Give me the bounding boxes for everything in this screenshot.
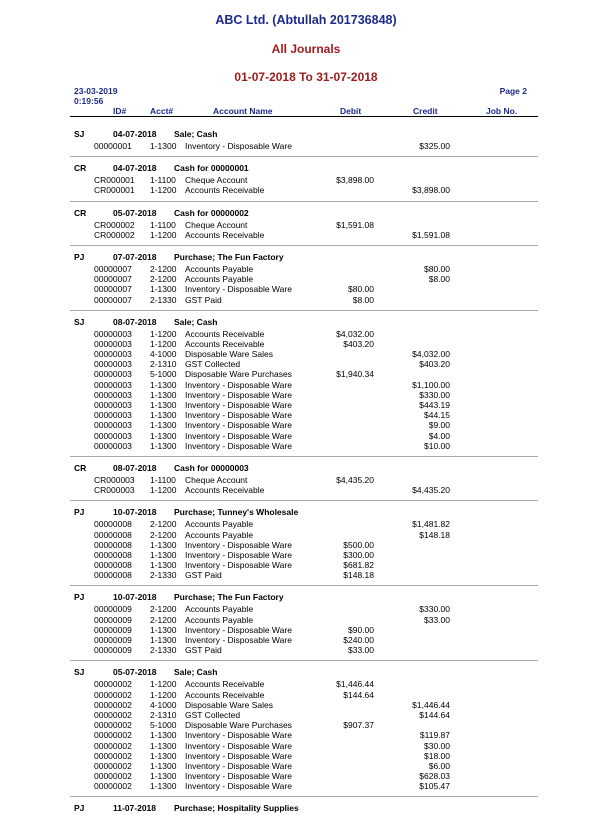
journal-list — [0, 123, 612, 815]
journal-line — [70, 720, 538, 730]
line-id: 00000007 — [94, 263, 132, 274]
line-id: 00000002 — [94, 760, 132, 771]
journal-description: Purchase; Tunney's Wholesale — [174, 507, 299, 518]
line-account-number: 4-1000 — [150, 349, 177, 360]
journal-line — [70, 230, 538, 240]
line-credit: $325.00 — [419, 141, 450, 151]
line-account-name: Accounts Receivable — [185, 229, 265, 240]
line-id: 00000009 — [94, 624, 132, 635]
journal-line — [70, 295, 538, 305]
journal-description: Purchase; The Fun Factory — [174, 251, 284, 262]
line-id: CR000001 — [94, 175, 135, 186]
journal-description: Purchase; The Fun Factory — [174, 592, 284, 603]
line-credit: $330.00 — [419, 389, 450, 400]
line-account-number: 1-1300 — [150, 771, 177, 782]
journal-description: Sale; Cash — [174, 316, 218, 327]
line-id: CR000002 — [94, 219, 135, 230]
line-debit: $907.37 — [343, 720, 374, 731]
col-debit: Debit — [340, 106, 362, 116]
line-credit: $330.00 — [419, 604, 450, 615]
line-account-number: 1-1300 — [150, 560, 177, 571]
journal-date: 05-07-2018 — [113, 207, 157, 218]
line-credit: $443.19 — [419, 400, 450, 410]
journal-group — [70, 666, 538, 797]
line-account-name: Accounts Payable — [185, 519, 254, 530]
journal-date: 05-07-2018 — [113, 667, 157, 678]
line-debit: $1,940.34 — [336, 369, 374, 380]
journal-line — [70, 771, 538, 781]
journal-date: 04-07-2018 — [113, 129, 157, 139]
journal-type: SJ — [74, 667, 85, 678]
line-account-number: 1-1300 — [150, 440, 177, 451]
journal-line — [70, 420, 538, 430]
line-account-name: Disposable Ware Purchases — [185, 720, 292, 731]
line-id: 00000003 — [94, 359, 132, 370]
journal-group-header — [70, 802, 538, 815]
line-account-name: Inventory - Disposable Ware — [185, 635, 292, 645]
line-account-number: 1-1200 — [150, 485, 177, 496]
journal-type: SJ — [74, 316, 85, 327]
journal-line — [70, 369, 538, 379]
line-account-number: 5-1000 — [150, 720, 177, 731]
line-account-number: 1-1300 — [150, 284, 177, 295]
line-account-name: GST Paid — [185, 645, 222, 656]
journal-line — [70, 400, 538, 410]
line-id: 00000008 — [94, 519, 132, 530]
line-credit: $1,100.00 — [412, 379, 450, 390]
line-account-name: Accounts Payable — [185, 274, 254, 285]
line-account-name: Inventory - Disposable Ware — [185, 141, 292, 151]
line-account-number: 1-1300 — [150, 141, 177, 151]
journal-line — [70, 475, 538, 485]
line-account-number: 2-1310 — [150, 709, 177, 720]
journal-line — [70, 751, 538, 761]
line-credit: $33.00 — [424, 614, 450, 625]
journal-date: 08-07-2018 — [113, 316, 157, 327]
line-account-name: Inventory - Disposable Ware — [185, 740, 292, 751]
line-credit: $4.00 — [428, 430, 450, 441]
report-title: All Journals — [271, 42, 341, 56]
line-credit: $1,591.08 — [412, 229, 450, 240]
journal-date: 10-07-2018 — [113, 592, 157, 603]
line-id: 00000002 — [94, 709, 132, 720]
journal-group-header — [70, 506, 538, 519]
line-account-name: Accounts Receivable — [185, 485, 265, 496]
journal-line — [70, 560, 538, 570]
col-job-no: Job No. — [486, 106, 518, 116]
journal-line — [70, 550, 538, 560]
journal-line — [70, 441, 538, 451]
line-account-name: Accounts Receivable — [185, 185, 265, 196]
journal-line — [70, 570, 538, 580]
line-account-name: Inventory - Disposable Ware — [185, 781, 292, 792]
line-id: 00000003 — [94, 328, 132, 339]
journal-group — [70, 802, 538, 815]
line-account-name: Accounts Receivable — [185, 689, 265, 700]
date-range: 01-07-2018 To 31-07-2018 — [234, 70, 378, 84]
line-credit: $4,032.00 — [412, 349, 450, 360]
line-debit: $90.00 — [348, 624, 374, 635]
journal-line — [70, 264, 538, 274]
line-account-number: 1-1300 — [150, 389, 177, 400]
journal-group — [70, 462, 538, 501]
journal-line — [70, 284, 538, 294]
col-account-name: Account Name — [213, 106, 273, 116]
line-id: 00000003 — [94, 338, 132, 349]
line-account-number: 1-1300 — [150, 420, 177, 431]
line-credit: $119.87 — [419, 730, 450, 741]
line-id: 00000007 — [94, 284, 132, 295]
line-account-number: 1-1300 — [150, 624, 177, 635]
journal-line — [70, 761, 538, 771]
line-debit: $80.00 — [348, 284, 374, 295]
journal-line — [70, 431, 538, 441]
line-debit: $681.82 — [343, 560, 374, 571]
line-account-name: Inventory - Disposable Ware — [185, 284, 292, 295]
line-account-number: 1-1100 — [150, 175, 176, 186]
line-id: CR000002 — [94, 229, 135, 240]
journal-line — [70, 635, 538, 645]
line-id: 00000003 — [94, 400, 132, 410]
line-credit: $403.20 — [419, 359, 450, 370]
col-credit: Credit — [413, 106, 438, 116]
journal-description: Cash for 00000003 — [174, 462, 249, 473]
line-id: 00000003 — [94, 389, 132, 400]
line-id: CR000003 — [94, 485, 135, 496]
print-date: 23-03-2019 — [74, 86, 118, 96]
line-id: 00000008 — [94, 560, 132, 571]
line-account-name: Disposable Ware Sales — [185, 349, 274, 360]
line-credit: $1,446.44 — [412, 699, 450, 710]
line-account-name: Cheque Account — [185, 219, 248, 230]
line-account-number: 1-1100 — [150, 474, 176, 485]
line-account-name: Inventory - Disposable Ware — [185, 624, 292, 635]
line-account-name: Accounts Receivable — [185, 328, 265, 339]
line-credit: $105.47 — [419, 781, 450, 792]
line-debit: $8.00 — [352, 294, 374, 305]
line-debit: $4,032.00 — [336, 328, 374, 339]
line-id: 00000003 — [94, 410, 132, 421]
journal-group — [70, 506, 538, 586]
line-credit: $1,481.82 — [412, 519, 450, 530]
line-account-number: 2-1330 — [150, 294, 177, 305]
journal-line — [70, 615, 538, 625]
line-debit: $240.00 — [343, 635, 374, 645]
line-debit: $33.00 — [348, 645, 374, 656]
journal-group — [70, 207, 538, 246]
line-id: 00000007 — [94, 294, 132, 305]
line-account-name: Inventory - Disposable Ware — [185, 410, 292, 421]
line-id: 00000003 — [94, 440, 132, 451]
line-id: 00000003 — [94, 369, 132, 380]
line-id: CR000003 — [94, 474, 135, 485]
line-id: 00000002 — [94, 740, 132, 751]
line-id: 00000008 — [94, 570, 132, 581]
line-id: 00000003 — [94, 420, 132, 431]
journal-group-header — [70, 162, 538, 175]
line-account-number: 1-1200 — [150, 328, 177, 339]
line-id: 00000009 — [94, 614, 132, 625]
line-account-name: Inventory - Disposable Ware — [185, 440, 292, 451]
col-id: ID# — [113, 106, 127, 116]
journal-line — [70, 339, 538, 349]
journal-group-header — [70, 128, 538, 141]
line-id: 00000002 — [94, 730, 132, 741]
journal-type: PJ — [74, 251, 85, 262]
line-id: 00000003 — [94, 349, 132, 360]
line-credit: $10.00 — [424, 440, 450, 451]
line-debit: $1,591.08 — [336, 219, 374, 230]
page-number: Page 2 — [499, 86, 527, 96]
journal-line — [70, 625, 538, 635]
line-id: 00000009 — [94, 604, 132, 615]
journal-line — [70, 604, 538, 614]
journal-line — [70, 274, 538, 284]
line-id: 00000002 — [94, 781, 132, 792]
line-debit: $148.18 — [343, 570, 374, 581]
line-account-name: Inventory - Disposable Ware — [185, 730, 292, 741]
journal-line — [70, 679, 538, 689]
line-account-name: Inventory - Disposable Ware — [185, 539, 292, 550]
line-account-name: Accounts Payable — [185, 529, 254, 540]
line-account-number: 1-1100 — [150, 219, 176, 230]
journal-description: Cash for 00000002 — [174, 207, 249, 218]
company-name: ABC Ltd. (Abtullah 201736848) — [215, 13, 397, 27]
journal-group — [70, 251, 538, 311]
line-account-number: 1-1300 — [150, 730, 177, 741]
col-acct: Acct# — [150, 106, 174, 116]
line-account-number: 2-1200 — [150, 274, 177, 285]
journal-line — [70, 329, 538, 339]
journal-line — [70, 530, 538, 540]
line-account-name: GST Paid — [185, 570, 222, 581]
line-credit: $80.00 — [424, 263, 450, 274]
journal-line — [70, 220, 538, 230]
line-credit: $18.00 — [424, 750, 450, 761]
line-account-name: Disposable Ware Purchases — [185, 369, 292, 380]
line-id: 00000008 — [94, 539, 132, 550]
line-account-name: Cheque Account — [185, 175, 248, 186]
journal-group-header — [70, 207, 538, 220]
line-debit: $500.00 — [343, 539, 374, 550]
journal-description: Cash for 00000001 — [174, 163, 249, 174]
journal-date: 10-07-2018 — [113, 507, 157, 518]
line-account-name: Accounts Receivable — [185, 338, 265, 349]
journal-type: CR — [74, 462, 87, 473]
journal-group — [70, 128, 538, 157]
line-account-number: 1-1300 — [150, 781, 177, 792]
line-account-number: 2-1330 — [150, 645, 177, 656]
line-account-name: Inventory - Disposable Ware — [185, 389, 292, 400]
journal-date: 04-07-2018 — [113, 163, 157, 174]
line-credit: $148.18 — [419, 529, 450, 540]
journal-date: 07-07-2018 — [113, 251, 157, 262]
journal-line — [70, 349, 538, 359]
line-credit: $4,435.20 — [412, 485, 450, 496]
journal-line — [70, 390, 538, 400]
line-account-number: 1-1200 — [150, 229, 177, 240]
line-credit: $8.00 — [428, 274, 450, 285]
journal-group — [70, 162, 538, 201]
line-account-number: 4-1000 — [150, 699, 177, 710]
journal-group-header — [70, 462, 538, 475]
line-credit: $144.64 — [419, 709, 450, 720]
line-id: 00000007 — [94, 274, 132, 285]
line-account-number: 1-1200 — [150, 689, 177, 700]
journal-type: PJ — [74, 803, 85, 814]
journal-line — [70, 690, 538, 700]
line-credit: $3,898.00 — [412, 185, 450, 196]
line-account-name: Inventory - Disposable Ware — [185, 400, 292, 410]
journal-line — [70, 185, 538, 195]
journal-line — [70, 741, 538, 751]
line-debit: $4,435.20 — [336, 474, 374, 485]
journal-type: CR — [74, 163, 87, 174]
line-credit: $9.00 — [428, 420, 450, 431]
line-id: 00000002 — [94, 699, 132, 710]
line-credit: $6.00 — [428, 760, 450, 771]
journal-line — [70, 710, 538, 720]
line-id: 00000009 — [94, 645, 132, 656]
line-account-number: 2-1200 — [150, 519, 177, 530]
line-account-number: 1-1300 — [150, 400, 177, 410]
line-account-name: Cheque Account — [185, 474, 248, 485]
line-id: 00000009 — [94, 635, 132, 645]
line-account-number: 1-1300 — [150, 740, 177, 751]
journal-group — [70, 591, 538, 661]
line-debit: $403.20 — [343, 338, 374, 349]
line-account-number: 1-1300 — [150, 760, 177, 771]
line-account-name: Inventory - Disposable Ware — [185, 560, 292, 571]
line-account-number: 2-1200 — [150, 263, 177, 274]
line-credit: $628.03 — [419, 771, 450, 782]
line-account-name: Accounts Payable — [185, 614, 254, 625]
journal-line — [70, 540, 538, 550]
line-id: 00000002 — [94, 771, 132, 782]
line-id: 00000002 — [94, 679, 132, 690]
header-divider — [70, 116, 538, 117]
line-account-number: 2-1310 — [150, 359, 177, 370]
line-account-name: Inventory - Disposable Ware — [185, 420, 292, 431]
journal-group-header — [70, 316, 538, 329]
journal-line — [70, 781, 538, 791]
journal-date: 11-07-2018 — [113, 803, 157, 814]
line-account-number: 5-1000 — [150, 369, 177, 380]
line-account-number: 2-1200 — [150, 614, 177, 625]
line-id: 00000002 — [94, 750, 132, 761]
line-account-name: Inventory - Disposable Ware — [185, 760, 292, 771]
print-time: 0:19:56 — [74, 96, 104, 106]
line-account-name: Inventory - Disposable Ware — [185, 771, 292, 782]
line-account-number: 1-1300 — [150, 410, 177, 421]
line-account-name: Accounts Payable — [185, 604, 254, 615]
journal-type: SJ — [74, 129, 85, 139]
journal-line — [70, 141, 538, 151]
line-credit: $30.00 — [424, 740, 450, 751]
journal-description: Sale; Cash — [174, 667, 218, 678]
line-id: 00000003 — [94, 430, 132, 441]
journal-type: PJ — [74, 507, 85, 518]
line-credit: $44.15 — [424, 410, 450, 421]
line-account-name: Inventory - Disposable Ware — [185, 750, 292, 761]
line-debit: $144.64 — [343, 689, 374, 700]
line-id: 00000003 — [94, 379, 132, 390]
journal-line — [70, 700, 538, 710]
journal-line — [70, 730, 538, 740]
line-account-name: Accounts Payable — [185, 263, 254, 274]
line-account-name: Disposable Ware Sales — [185, 699, 274, 710]
line-account-name: Inventory - Disposable Ware — [185, 430, 292, 441]
journal-group-header — [70, 251, 538, 264]
journal-line — [70, 519, 538, 529]
line-id: 00000002 — [94, 689, 132, 700]
line-account-number: 2-1200 — [150, 529, 177, 540]
line-id: CR000001 — [94, 185, 135, 196]
line-id: 00000002 — [94, 720, 132, 731]
journal-description: Purchase; Hospitality Supplies — [174, 803, 299, 814]
journal-type: CR — [74, 207, 87, 218]
journal-group — [70, 316, 538, 457]
line-account-name: GST Paid — [185, 294, 222, 305]
line-account-name: GST Collected — [185, 709, 241, 720]
line-account-number: 2-1200 — [150, 604, 177, 615]
line-account-number: 1-1200 — [150, 185, 177, 196]
line-account-number: 1-1300 — [150, 430, 177, 441]
line-account-number: 1-1300 — [150, 379, 177, 390]
line-account-number: 1-1200 — [150, 338, 177, 349]
line-account-name: Inventory - Disposable Ware — [185, 549, 292, 560]
line-debit: $300.00 — [343, 549, 374, 560]
line-account-number: 1-1300 — [150, 635, 177, 645]
journal-line — [70, 645, 538, 655]
journal-group-header — [70, 666, 538, 679]
journal-line — [70, 410, 538, 420]
journal-date: 08-07-2018 — [113, 462, 157, 473]
line-account-number: 1-1300 — [150, 549, 177, 560]
line-account-number: 2-1330 — [150, 570, 177, 581]
journal-line — [70, 175, 538, 185]
journal-line — [70, 359, 538, 369]
journal-group-header — [70, 591, 538, 604]
line-account-number: 1-1300 — [150, 539, 177, 550]
line-account-number: 1-1200 — [150, 679, 177, 690]
line-id: 00000001 — [94, 141, 132, 151]
line-debit: $1,446.44 — [336, 679, 374, 690]
line-account-number: 1-1300 — [150, 750, 177, 761]
line-debit: $3,898.00 — [336, 175, 374, 186]
line-id: 00000008 — [94, 529, 132, 540]
line-account-name: Accounts Receivable — [185, 679, 265, 690]
line-account-name: Inventory - Disposable Ware — [185, 379, 292, 390]
journal-description: Sale; Cash — [174, 129, 218, 139]
journal-line — [70, 380, 538, 390]
journal-line — [70, 485, 538, 495]
journal-type: PJ — [74, 592, 85, 603]
line-id: 00000008 — [94, 549, 132, 560]
line-account-name: GST Collected — [185, 359, 241, 370]
